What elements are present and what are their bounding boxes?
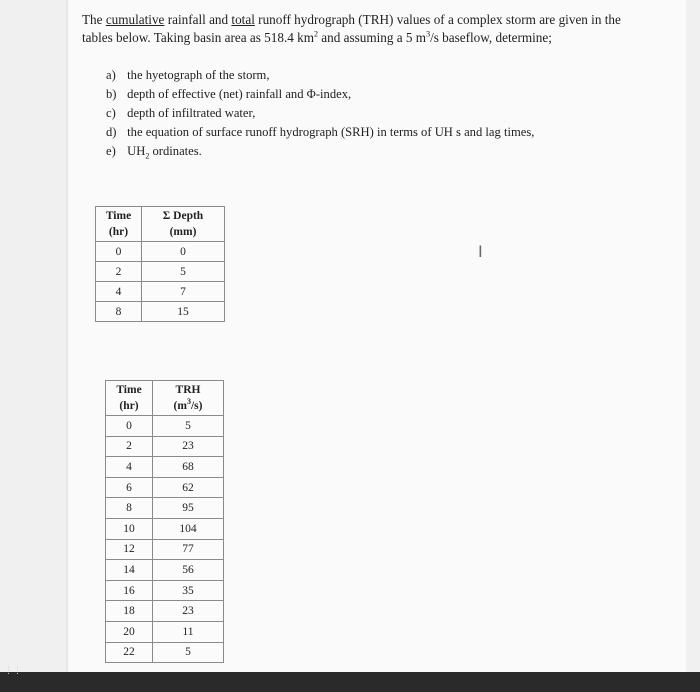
- column-header-time: [96, 207, 142, 242]
- table-row: [96, 262, 225, 282]
- table-cell: 22: [106, 642, 153, 663]
- column-header-trh: [153, 381, 224, 416]
- table-cell: 62: [153, 477, 224, 498]
- table-row: [106, 416, 224, 437]
- task-text-after: ordinates.: [149, 144, 202, 158]
- table-cell: 4: [106, 457, 153, 478]
- header-line: TRH: [175, 384, 201, 396]
- task-item-a: [106, 66, 534, 85]
- table-row: [106, 457, 224, 478]
- table-cell: 6: [106, 477, 153, 498]
- table-cell: 68: [153, 457, 224, 478]
- intro-prefix: The: [82, 12, 106, 27]
- header-unit: (hr): [119, 400, 139, 412]
- intro-sup-area: 2: [314, 29, 318, 39]
- table-row: [106, 621, 224, 642]
- intro-sup-flow: 3: [426, 29, 431, 39]
- intro-underlined-cumulative: cumulative: [105, 12, 165, 27]
- table-cell: 14: [106, 560, 153, 581]
- corner-dots-icon: ⋮⋮: [4, 666, 22, 676]
- column-header-depth: [142, 207, 225, 242]
- table-cell: 2: [96, 262, 142, 282]
- table-cell: 0: [142, 242, 225, 262]
- table-row: [106, 498, 224, 519]
- header-unit-sup: 3: [186, 397, 191, 407]
- task-letter: e): [106, 144, 116, 158]
- table-cell: 0: [96, 242, 142, 262]
- table-cell: 0: [106, 416, 153, 437]
- table-cell: 23: [153, 436, 224, 457]
- header-line: Σ Depth: [162, 210, 204, 222]
- task-letter: a): [106, 68, 116, 82]
- table-cell: 11: [153, 621, 224, 642]
- table-row: [106, 436, 224, 457]
- table-row: [106, 580, 224, 601]
- cumulative-rainfall-table: [95, 206, 225, 322]
- header-unit-tail: /s): [190, 400, 203, 412]
- header-line: Time: [116, 384, 142, 396]
- table-cell: 35: [153, 580, 224, 601]
- header-line: Time: [105, 210, 132, 222]
- header-unit: (hr): [108, 226, 129, 238]
- intro-text-2: runoff hydrograph (TRH) values of a complex storm are given in the tables below. Taking basin area as 518.4 km: [82, 12, 621, 45]
- table-header-row: [106, 381, 224, 416]
- table-row: [96, 242, 225, 262]
- table-row: [106, 560, 224, 581]
- table-cell: 5: [142, 262, 225, 282]
- bottom-edge: [0, 672, 700, 692]
- table-row: [106, 477, 224, 498]
- intro-text-end: /s baseflow, determine;: [430, 30, 552, 45]
- table-cell: 5: [153, 416, 224, 437]
- table-cell: 56: [153, 560, 224, 581]
- table-cell: 77: [153, 539, 224, 560]
- table-cell: 20: [106, 621, 153, 642]
- table-row: [106, 518, 224, 539]
- task-list: [106, 66, 534, 161]
- task-text: UH: [127, 144, 146, 158]
- table-row: [106, 601, 224, 622]
- task-text: depth of infiltrated water,: [127, 106, 256, 120]
- task-item-b: [106, 85, 534, 104]
- table-row: [96, 282, 225, 302]
- task-letter: b): [106, 87, 117, 101]
- header-unit: (mm): [169, 226, 197, 238]
- table-row: [106, 539, 224, 560]
- problem-statement: [82, 11, 642, 47]
- table-cell: 18: [106, 601, 153, 622]
- table-cell: 5: [153, 642, 224, 663]
- table-cell: 8: [96, 302, 142, 322]
- task-text: the hyetograph of the storm,: [127, 68, 270, 82]
- text-cursor-icon: I: [478, 242, 483, 261]
- total-runoff-hydrograph-table: [105, 380, 224, 663]
- header-unit: (m: [173, 400, 187, 412]
- intro-underlined-total: total: [231, 12, 255, 27]
- intro-text-3: and assuming a 5 m: [318, 30, 427, 45]
- column-header-time: [106, 381, 153, 416]
- table-cell: 104: [153, 518, 224, 539]
- table-cell: 23: [153, 601, 224, 622]
- table-row: [106, 642, 224, 663]
- table-cell: 4: [96, 282, 142, 302]
- task-letter: d): [106, 125, 117, 139]
- task-text: depth of effective (net) rainfall and Φ-index,: [127, 87, 352, 101]
- task-item-e: [106, 142, 534, 161]
- table-cell: 7: [142, 282, 225, 302]
- table-cell: 2: [106, 436, 153, 457]
- table-cell: 95: [153, 498, 224, 519]
- table-cell: 8: [106, 498, 153, 519]
- table-cell: 16: [106, 580, 153, 601]
- table-header-row: [96, 207, 225, 242]
- task-text: the equation of surface runoff hydrograph (SRH) in terms of UH s and lag times,: [127, 125, 535, 139]
- table-cell: 12: [106, 539, 153, 560]
- table-row: [96, 302, 225, 322]
- task-letter: c): [106, 106, 116, 120]
- task-item-c: [106, 104, 534, 123]
- intro-text-1: rainfall and: [164, 12, 232, 27]
- task-item-d: [106, 123, 534, 142]
- table-cell: 10: [106, 518, 153, 539]
- task-subscript: 2: [145, 151, 150, 161]
- table-cell: 15: [142, 302, 225, 322]
